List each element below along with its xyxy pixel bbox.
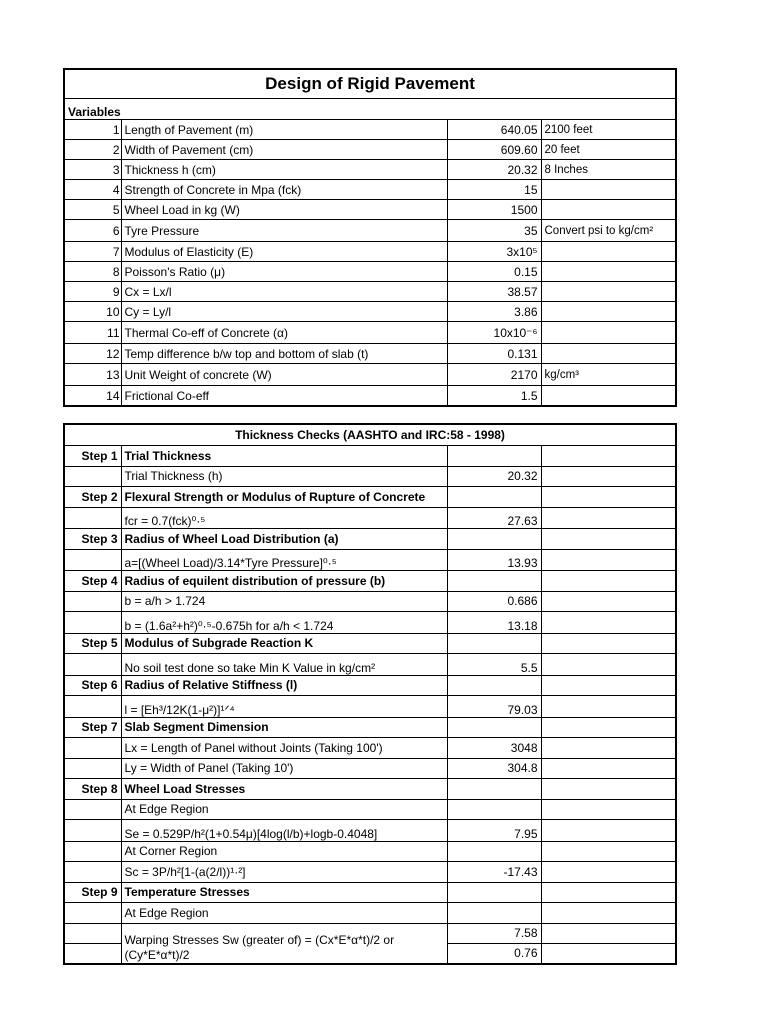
check-label: Trial Thickness (h): [121, 466, 447, 487]
step-label: Step 9: [64, 882, 121, 903]
check-extra: [541, 717, 676, 738]
variable-value: 3.86: [447, 302, 541, 322]
variable-label: Strength of Concrete in Mpa (fck): [121, 180, 447, 200]
check-label: Flexural Strength or Modulus of Rupture of Concrete: [121, 487, 447, 508]
warping-value: 0.76: [447, 943, 541, 964]
variable-row: [64, 322, 676, 344]
variable-row: [64, 180, 676, 200]
check-label: At Edge Region: [121, 903, 447, 924]
check-extra: [541, 487, 676, 508]
page-title: Design of Rigid Pavement: [64, 69, 676, 99]
step-label: Step 7: [64, 717, 121, 738]
check-label: l = [Eh³/12K(1-μ²)]¹ᐟ⁴: [121, 696, 447, 718]
variable-number: 9: [64, 282, 121, 302]
check-row: [64, 612, 676, 634]
variables-table-container: [63, 68, 675, 407]
variable-number: 10: [64, 302, 121, 322]
check-row: [64, 696, 676, 718]
variable-row: [64, 242, 676, 262]
check-row: [64, 738, 676, 759]
check-row: [64, 903, 676, 924]
check-extra: [541, 882, 676, 903]
thickness-checks-table: [63, 423, 677, 965]
variable-number: 6: [64, 220, 121, 242]
variable-number: 13: [64, 364, 121, 386]
step-label: [64, 820, 121, 842]
step-row: [64, 487, 676, 508]
step-row: [64, 446, 676, 467]
variable-value: 3x10⁵: [447, 242, 541, 262]
variable-unit: [541, 262, 676, 282]
check-extra: [541, 779, 676, 800]
check-value: 7.95: [447, 820, 541, 842]
check-label: At Edge Region: [121, 799, 447, 820]
check-label: a=[(Wheel Load)/3.14*Tyre Pressure]⁰·⁵: [121, 549, 447, 571]
step-label: Step 6: [64, 675, 121, 696]
variable-label: Thickness h (cm): [121, 160, 447, 180]
check-label: Trial Thickness: [121, 446, 447, 467]
check-label: Temperature Stresses: [121, 882, 447, 903]
check-row: [64, 507, 676, 529]
variable-label: Modulus of Elasticity (E): [121, 242, 447, 262]
variable-unit: kg/cm³: [541, 364, 676, 386]
variable-value: 2170: [447, 364, 541, 386]
step-row: [64, 529, 676, 550]
check-row: [64, 820, 676, 842]
check-row: [64, 466, 676, 487]
check-label: At Corner Region: [121, 841, 447, 862]
variable-label: Cy = Ly/l: [121, 302, 447, 322]
check-extra: [541, 591, 676, 612]
check-value: 304.8: [447, 758, 541, 779]
variable-number: 11: [64, 322, 121, 344]
warping-value: 7.58: [447, 923, 541, 943]
check-extra: [541, 633, 676, 654]
check-value: [447, 529, 541, 550]
check-value: [447, 633, 541, 654]
check-extra: [541, 758, 676, 779]
check-row: [64, 841, 676, 862]
variable-number: 1: [64, 120, 121, 140]
check-row: [64, 758, 676, 779]
variable-unit: [541, 180, 676, 200]
check-extra: [541, 529, 676, 550]
check-label: No soil test done so take Min K Value in kg/cm²: [121, 654, 447, 676]
variable-row: [64, 200, 676, 220]
variable-number: 3: [64, 160, 121, 180]
variable-row: [64, 386, 676, 407]
step-label: [64, 923, 121, 943]
variable-label: Frictional Co-eff: [121, 386, 447, 407]
variable-value: 0.131: [447, 344, 541, 364]
check-value: [447, 487, 541, 508]
check-extra: [541, 675, 676, 696]
step-label: [64, 943, 121, 964]
check-value: [447, 882, 541, 903]
check-extra: [541, 549, 676, 571]
variable-label: Temp difference b/w top and bottom of slab (t): [121, 344, 447, 364]
check-extra: [541, 820, 676, 842]
variable-value: 1.5: [447, 386, 541, 407]
check-label: Se = 0.529P/h²(1+0.54μ)[4log(l/b)+logb-0.4048]: [121, 820, 447, 842]
variable-label: Wheel Load in kg (W): [121, 200, 447, 220]
variable-number: 8: [64, 262, 121, 282]
variable-label: Tyre Pressure: [121, 220, 447, 242]
variable-number: 14: [64, 386, 121, 407]
variable-row: [64, 160, 676, 180]
warping-row: [64, 923, 676, 943]
variable-value: 609.60: [447, 140, 541, 160]
step-label: Step 8: [64, 779, 121, 800]
check-extra: [541, 507, 676, 529]
variable-unit: 2100 feet: [541, 120, 676, 140]
variable-number: 2: [64, 140, 121, 160]
step-row: [64, 633, 676, 654]
step-label: [64, 466, 121, 487]
check-extra: [541, 943, 676, 964]
variable-unit: [541, 242, 676, 262]
step-row: [64, 882, 676, 903]
check-value: [447, 675, 541, 696]
variable-row: [64, 344, 676, 364]
check-label: fcr = 0.7(fck)⁰·⁵: [121, 507, 447, 529]
variable-value: 640.05: [447, 120, 541, 140]
check-value: -17.43: [447, 862, 541, 883]
variable-label: Length of Pavement (m): [121, 120, 447, 140]
check-value: 5.5: [447, 654, 541, 676]
check-label: Ly = Width of Panel (Taking 10'): [121, 758, 447, 779]
variable-unit: [541, 302, 676, 322]
check-extra: [541, 446, 676, 467]
checks-title: Thickness Checks (AASHTO and IRC:58 - 1998): [64, 424, 676, 446]
variable-value: 15: [447, 180, 541, 200]
variable-number: 7: [64, 242, 121, 262]
variable-value: 10x10⁻⁶: [447, 322, 541, 344]
step-label: [64, 738, 121, 759]
step-label: Step 3: [64, 529, 121, 550]
variable-number: 12: [64, 344, 121, 364]
check-label: b = (1.6a²+h²)⁰·⁵-0.675h for a/h < 1.724: [121, 612, 447, 634]
check-value: [447, 841, 541, 862]
variable-unit: [541, 386, 676, 407]
check-label: Modulus of Subgrade Reaction K: [121, 633, 447, 654]
step-label: [64, 696, 121, 718]
variable-label: Width of Pavement (cm): [121, 140, 447, 160]
check-row: [64, 549, 676, 571]
step-label: Step 5: [64, 633, 121, 654]
step-label: [64, 549, 121, 571]
step-label: [64, 862, 121, 883]
variable-unit: [541, 344, 676, 364]
step-label: [64, 591, 121, 612]
variable-value: 0.15: [447, 262, 541, 282]
check-extra: [541, 923, 676, 943]
variable-row: [64, 140, 676, 160]
variable-unit: Convert psi to kg/cm²: [541, 220, 676, 242]
checks-table-container: [63, 423, 675, 965]
check-label: b = a/h > 1.724: [121, 591, 447, 612]
variable-value: 35: [447, 220, 541, 242]
step-label: [64, 799, 121, 820]
check-extra: [541, 903, 676, 924]
step-row: [64, 675, 676, 696]
check-value: [447, 799, 541, 820]
check-value: 20.32: [447, 466, 541, 487]
check-value: [447, 903, 541, 924]
step-label: Step 2: [64, 487, 121, 508]
variable-value: 38.57: [447, 282, 541, 302]
check-value: 13.93: [447, 549, 541, 571]
check-extra: [541, 841, 676, 862]
check-label: Radius of equilent distribution of pressure (b): [121, 571, 447, 592]
check-value: 79.03: [447, 696, 541, 718]
variable-unit: [541, 200, 676, 220]
step-row: [64, 571, 676, 592]
check-value: [447, 571, 541, 592]
variable-label: Poisson's Ratio (μ): [121, 262, 447, 282]
check-label: Sc = 3P/h²[1-(a(2/l))¹·²]: [121, 862, 447, 883]
check-value: 0.686: [447, 591, 541, 612]
check-row: [64, 862, 676, 883]
check-extra: [541, 612, 676, 634]
variable-row: [64, 220, 676, 242]
check-value: [447, 446, 541, 467]
step-label: [64, 903, 121, 924]
variable-unit: 20 feet: [541, 140, 676, 160]
check-value: [447, 717, 541, 738]
variable-number: 5: [64, 200, 121, 220]
check-row: [64, 799, 676, 820]
variable-row: [64, 364, 676, 386]
step-row: [64, 779, 676, 800]
step-row: [64, 717, 676, 738]
check-extra: [541, 799, 676, 820]
variable-row: [64, 282, 676, 302]
step-label: Step 1: [64, 446, 121, 467]
check-extra: [541, 696, 676, 718]
variable-label: Unit Weight of concrete (W): [121, 364, 447, 386]
check-value: 27.63: [447, 507, 541, 529]
check-label: Radius of Relative Stiffness (l): [121, 675, 447, 696]
step-label: [64, 841, 121, 862]
check-extra: [541, 862, 676, 883]
check-label: Wheel Load Stresses: [121, 779, 447, 800]
variable-row: [64, 262, 676, 282]
variable-label: Thermal Co-eff of Concrete (α): [121, 322, 447, 344]
variable-unit: [541, 322, 676, 344]
check-extra: [541, 738, 676, 759]
step-label: [64, 612, 121, 634]
variable-value: 1500: [447, 200, 541, 220]
check-value: [447, 779, 541, 800]
check-row: [64, 654, 676, 676]
check-label: Slab Segment Dimension: [121, 717, 447, 738]
check-value: 13.18: [447, 612, 541, 634]
variable-label: Cx = Lx/l: [121, 282, 447, 302]
variable-row: [64, 302, 676, 322]
variable-unit: 8 Inches: [541, 160, 676, 180]
variables-heading: Variables: [68, 105, 121, 119]
variables-table: [63, 68, 677, 407]
variable-value: 20.32: [447, 160, 541, 180]
check-extra: [541, 654, 676, 676]
check-value: 3048: [447, 738, 541, 759]
warping-label: Warping Stresses Sw (greater of) = (Cx*E*α*t)/2 or (Cy*E*α*t)/2: [121, 923, 447, 964]
step-label: Step 4: [64, 571, 121, 592]
step-label: [64, 758, 121, 779]
variable-row: [64, 120, 676, 140]
check-extra: [541, 466, 676, 487]
check-extra: [541, 571, 676, 592]
step-label: [64, 507, 121, 529]
check-label: Radius of Wheel Load Distribution (a): [121, 529, 447, 550]
check-row: [64, 591, 676, 612]
variable-unit: [541, 282, 676, 302]
variable-number: 4: [64, 180, 121, 200]
step-label: [64, 654, 121, 676]
check-label: Lx = Length of Panel without Joints (Taking 100'): [121, 738, 447, 759]
